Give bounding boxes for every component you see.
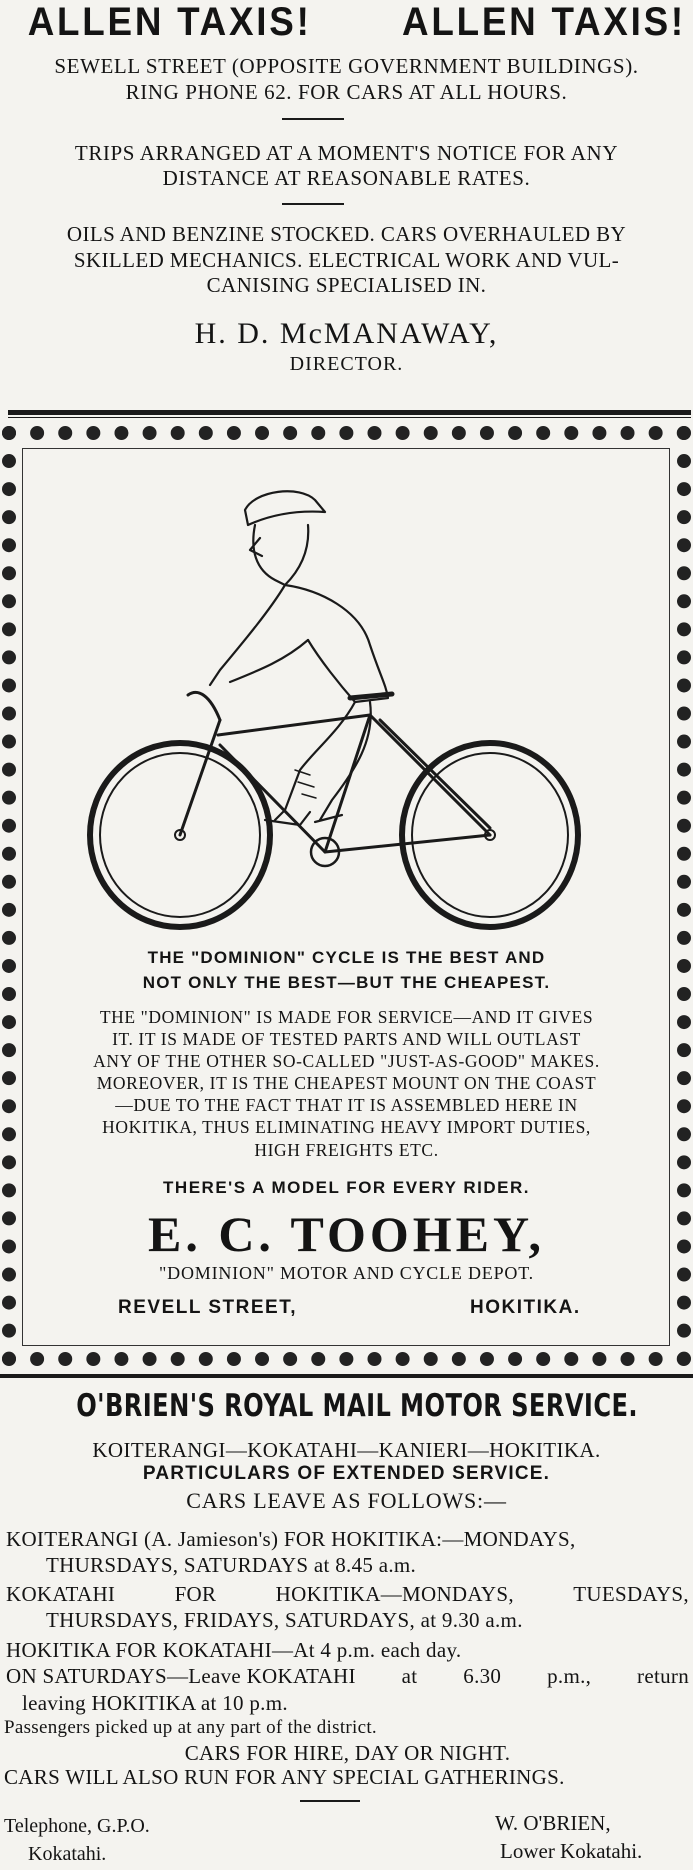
obrien-word: return — [637, 1664, 689, 1688]
allen-trips-line-2: DISTANCE AT REASONABLE RATES. — [162, 166, 531, 190]
dominion-headline-2: NOT ONLY THE BEST—BUT THE CHEAPEST. — [142, 973, 551, 992]
obrien-signature-place: Lower Kokatahi. — [500, 1839, 643, 1863]
dominion-body-line: IT. IT IS MADE OF TESTED PARTS AND WILL OUTLAST — [112, 1029, 581, 1049]
dominion-model-line: THERE'S A MODEL FOR EVERY RIDER. — [163, 1178, 530, 1197]
obrien-cars-leave: CARS LEAVE AS FOLLOWS:— — [186, 1488, 507, 1513]
obrien-timetable-line: KOITERANGI (A. Jamieson's) FOR HOKITIKA:—MONDAYS, — [6, 1527, 576, 1551]
allen-divider-2 — [282, 203, 344, 205]
dominion-body-line: HOKITIKA, THUS ELIMINATING HEAVY IMPORT DUTIES, — [102, 1117, 591, 1137]
obrien-telephone: Telephone, G.P.O. — [4, 1815, 150, 1837]
obrien-word: at — [401, 1664, 418, 1688]
dominion-body-line: HIGH FREIGHTS ETC. — [254, 1140, 439, 1160]
ad-separator-hairline — [8, 417, 691, 418]
allen-headline — [27, 0, 686, 45]
dominion-body-line: MOREOVER, IT IS THE CHEAPEST MOUNT ON THE COAST — [96, 1073, 597, 1093]
allen-headline-left: ALLEN TAXIS! — [27, 0, 312, 44]
allen-director-name: H. D. McMANAWAY, — [194, 317, 499, 350]
obrien-timetable-line: THURSDAYS, SATURDAYS at 8.45 a.m. — [46, 1553, 417, 1577]
obrien-word: p.m., — [547, 1664, 592, 1688]
rider-figure-icon — [210, 491, 388, 825]
obrien-timetable-line: leaving HOKITIKA at 10 p.m. — [22, 1691, 288, 1715]
cyclist-illustration — [70, 470, 620, 940]
obrien-headline: O'BRIEN'S ROYAL MAIL MOTOR SERVICE. — [76, 1388, 638, 1424]
allen-headline-right: ALLEN TAXIS! — [402, 0, 686, 44]
allen-trips-line-1: TRIPS ARRANGED AT A MOMENT'S NOTICE FOR ANY — [74, 141, 619, 165]
dominion-headline-1: THE "DOMINION" CYCLE IS THE BEST AND — [147, 948, 546, 967]
ad-separator-rule — [0, 1374, 693, 1378]
ad-separator-rule — [8, 410, 691, 415]
allen-oils-line-3: CANISING SPECIALISED IN. — [206, 273, 487, 297]
allen-address-line-1: SEWELL STREET (OPPOSITE GOVERNMENT BUILDINGS). — [54, 54, 639, 78]
obrien-timetable-line: HOKITIKA FOR KOKATAHI—At 4 p.m. each day. — [6, 1638, 462, 1662]
allen-address-line-2: RING PHONE 62. FOR CARS AT ALL HOURS. — [125, 80, 568, 104]
dominion-body-line: THE "DOMINION" IS MADE FOR SERVICE—AND IT GIVES — [99, 1007, 594, 1027]
dominion-body-line: —DUE TO THE FACT THAT IT IS ASSEMBLED HERE IN — [115, 1095, 578, 1115]
dominion-firm-name: E. C. TOOHEY, — [147, 1206, 546, 1262]
obrien-telephone-place: Kokatahi. — [28, 1843, 107, 1865]
allen-director-title: DIRECTOR. — [289, 353, 404, 375]
bicycle-frame-icon — [180, 692, 490, 866]
obrien-passengers-line: Passengers picked up at any part of the district. — [4, 1717, 377, 1738]
allen-oils-line-1: OILS AND BENZINE STOCKED. CARS OVERHAULED BY — [66, 222, 627, 246]
obrien-gatherings-line: CARS WILL ALSO RUN FOR ANY SPECIAL GATHERINGS. — [4, 1765, 565, 1789]
obrien-timetable-line: THURSDAYS, FRIDAYS, SATURDAYS, at 9.30 a.m. — [46, 1608, 523, 1632]
dominion-depot-line: "DOMINION" MOTOR AND CYCLE DEPOT. — [159, 1263, 534, 1283]
obrien-word: TUESDAYS, — [573, 1582, 689, 1606]
allen-oils-line-2: SKILLED MECHANICS. ELECTRICAL WORK AND VUL- — [73, 248, 620, 272]
allen-divider-1 — [282, 118, 344, 120]
dominion-body-line: ANY OF THE OTHER SO-CALLED "JUST-AS-GOOD" MAKES. — [93, 1051, 600, 1071]
obrien-word: 6.30 — [463, 1664, 502, 1688]
obrien-hire-line: CARS FOR HIRE, DAY OR NIGHT. — [184, 1741, 511, 1765]
obrien-word: FOR — [174, 1582, 217, 1606]
dominion-street: REVELL STREET, — [118, 1297, 298, 1318]
obrien-divider — [300, 1800, 360, 1802]
obrien-word: ON SATURDAYS—Leave KOKATAHI — [6, 1664, 356, 1688]
obrien-timetable-line — [6, 1664, 689, 1689]
obrien-signature: W. O'BRIEN, — [495, 1811, 611, 1835]
obrien-word: KOKATAHI — [6, 1582, 116, 1606]
obrien-word: HOKITIKA—MONDAYS, — [275, 1582, 514, 1606]
dominion-town: HOKITIKA. — [470, 1297, 581, 1318]
obrien-particulars: PARTICULARS OF EXTENDED SERVICE. — [142, 1463, 551, 1484]
obrien-route: KOITERANGI—KOKATAHI—KANIERI—HOKITIKA. — [92, 1438, 601, 1462]
obrien-timetable-line — [6, 1582, 689, 1607]
